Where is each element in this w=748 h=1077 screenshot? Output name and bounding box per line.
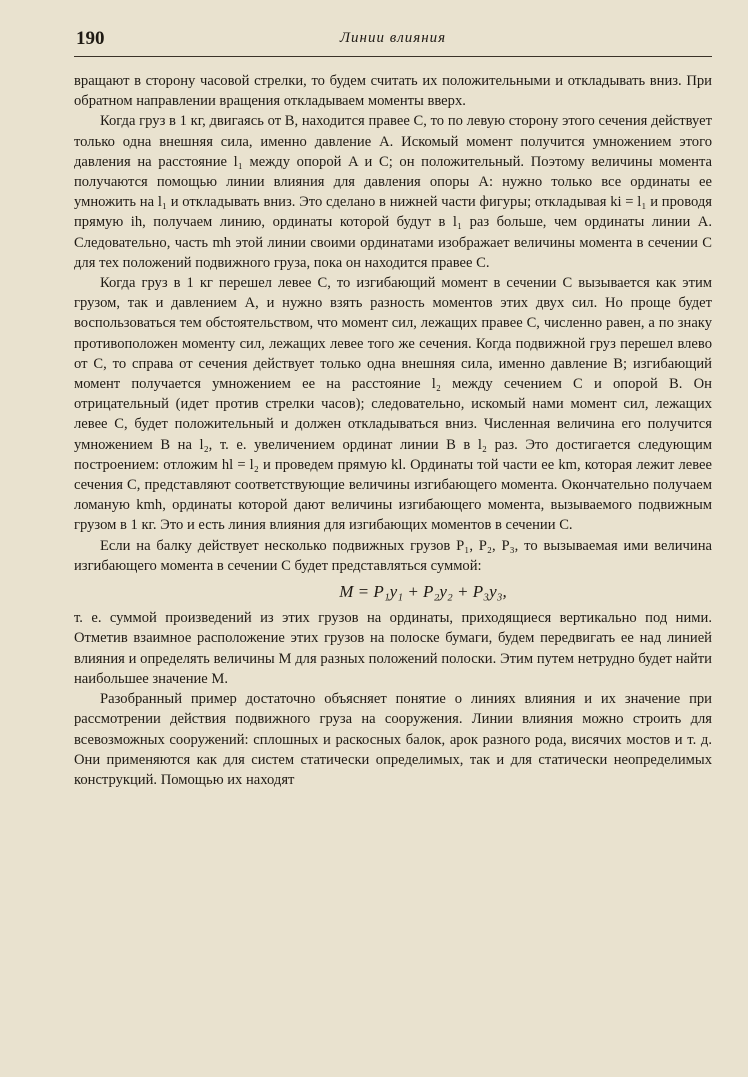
running-title: Линии влияния xyxy=(339,30,447,46)
paragraph-left-of-c: Когда груз в 1 кг перешел левее C, то изгибающий момент в сечении C вызывается как этим грузом, так и давлением A, и нужно взять разность моментов этих двух сил. Но проще будет воспользоваться тем обстоятельством, что момент сил, лежащих правее C, численно равен, а по знаку противоположен моменту сил, лежащих левее того же сечения. Когда подвижной груз перешел влево от C, то справа от сечения действует только одна внешняя сила, именно давление B; изгибающий момент получается умножением ее на расстояние l₂ между сечением C и опорой B. Он отрицательный (идет против стрелки часов); следовательно, искомый нами момент сил, лежащих левее C, будет положительный и должен откладываться вниз. Численная величина его получится умножением B на l₂, т. е. увеличением ординат линии B в l₂ раз. Это достигается следующим построением: отложим hl = l₂ и проведем прямую kl. Ординаты той части ее km, которая лежит левее сечения C, представляют соответствующие величины изгибающего момента. Окончательно получаем ломаную kmh, ординаты которой дают величины изгибающего момента, вызываемого подвижным грузом в 1 кг. Это и есть линия влияния для изгибающих моментов в сечении C. xyxy=(74,275,712,534)
page-header xyxy=(74,20,712,57)
paragraph-sum-explanation: т. е. суммой произведений из этих грузов на ординаты, приходящиеся вертикально под ними. Отметив взаимное расположение этих грузов на полоске бумаги, будем передвигать ее над линией влияния и определять величины M для разных положений полоски. Этим путем нетрудно будет найти наибольшее значение M. xyxy=(74,610,712,687)
body-text xyxy=(74,71,712,790)
paragraph-multiple-loads: Если на балку действует несколько подвижных грузов P₁, P₂, P₃, то вызываемая ими величина изгибающего момента в сечении C будет представляться суммой: xyxy=(74,537,712,574)
paragraph-conclusion: Разобранный пример достаточно объясняет понятие о линиях влияния и их значение при рассмотрении действия подвижного груза на сооружения. Линии влияния можно строить для всевозможных сооружений: сплошных и раскосных балок, арок разного рода, висячих мостов и т. д. Они применяются как для систем статически определимых, так и для статически неопределимых конструкций. Помощью их находят xyxy=(74,691,712,788)
page-number: 190 xyxy=(76,28,105,49)
paragraph-right-of-c: Когда груз в 1 кг, двигаясь от B, находится правее C, то по левую сторону этого сечения действует только одна внешняя сила, именно давление A. Искомый момент получится умножением этого давления на расстояние l₁ между опорой A и C; он положительный. Поэтому величины момента получаются помощью линии влияния для давления опоры A: нужно только все ординаты ее умножить на l₁ и откладывать вниз. Это сделано в нижней части фигуры; откладывая ki = l₁ и проводя прямую ih, получаем линию, ординаты которой будут в l₁ раз больше, чем ординаты линии A. Следовательно, часть mh этой линии своими ординатами изображает величины момента в сечении C для тех положений подвижного груза, пока он находится правее C. xyxy=(74,113,712,271)
moment-formula: M = P₁y₁ + P₂y₂ + P₃y₃, xyxy=(339,582,507,602)
paragraph-continuation: вращают в сторону часовой стрелки, то будем считать их положительными и откладывать вниз. При обратном направлении вращения откладываем моменты вверх. xyxy=(74,73,712,110)
